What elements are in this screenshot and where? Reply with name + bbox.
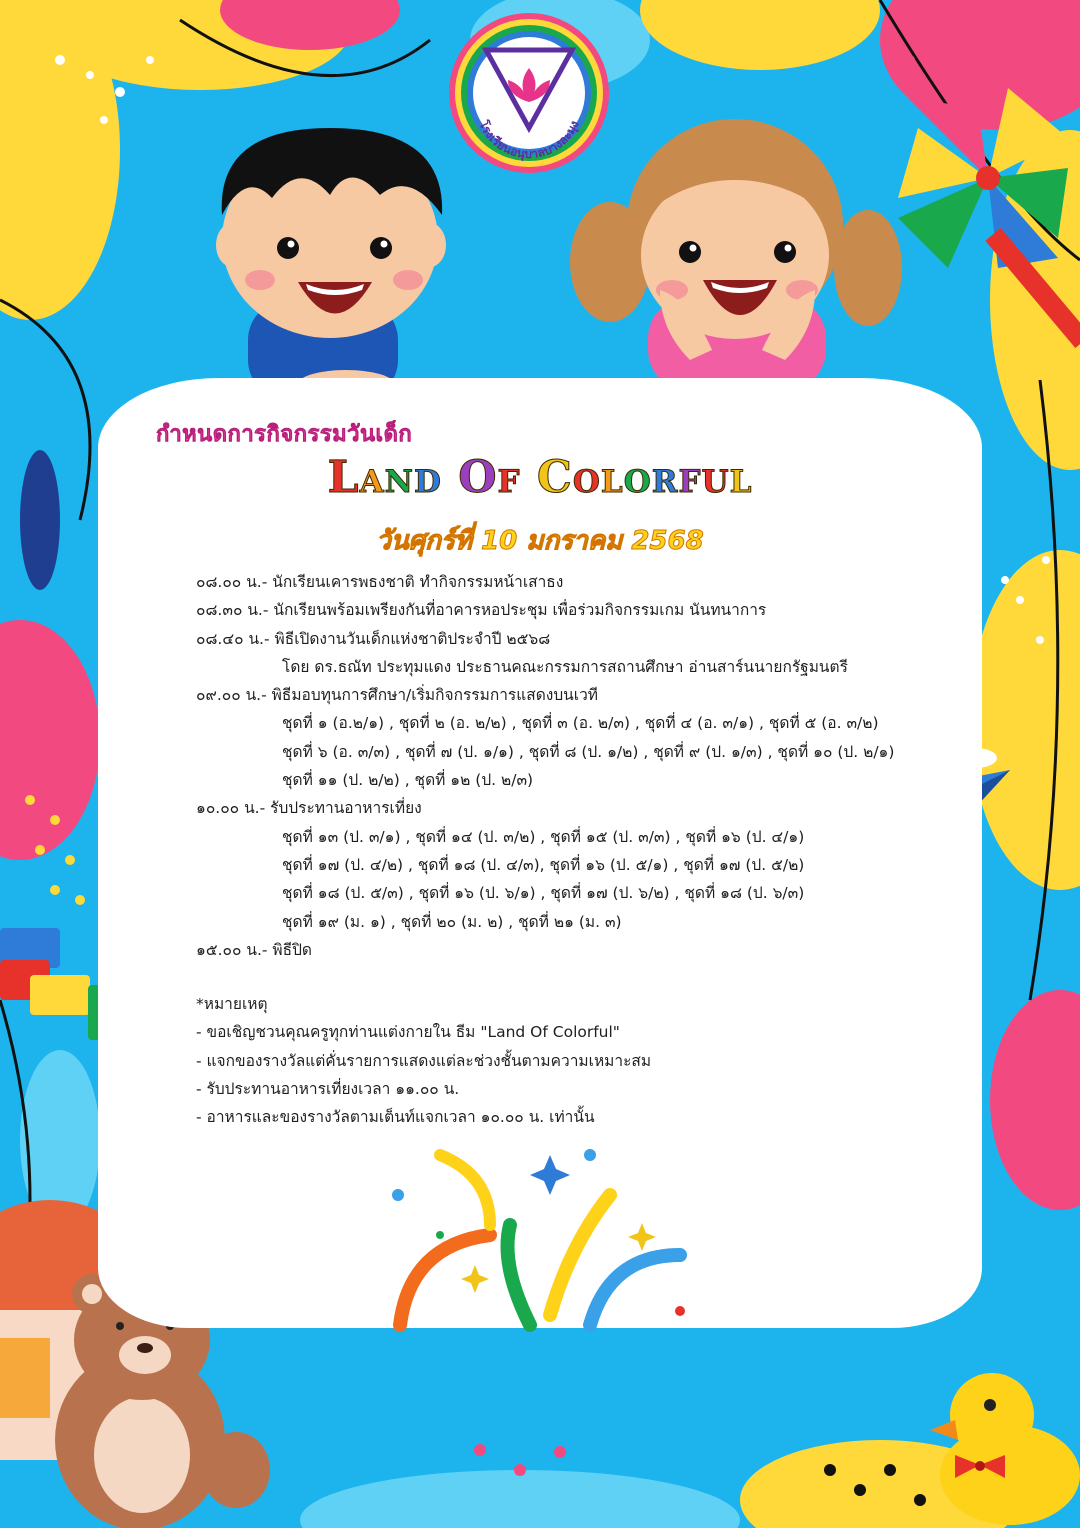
schedule-time: ๐๘.๔๐ น. xyxy=(196,629,264,648)
schedule-item xyxy=(196,625,966,653)
schedule-item xyxy=(196,936,966,964)
notes-section xyxy=(196,990,956,1131)
schedule-item xyxy=(196,568,966,596)
note-item: - ขอเชิญชวนคุณครูทุกท่านแต่งกายใน ธีม "Land Of Colorful" xyxy=(196,1023,620,1042)
schedule-text: - รับประทานอาหารเที่ยง xyxy=(259,799,422,818)
schedule-item xyxy=(196,596,966,624)
event-heading: กำหนดการกิจกรรมวันเด็ก xyxy=(156,422,413,447)
schedule-text: - พิธีเปิดงานวันเด็กแห่งชาติประจำปี ๒๕๖๘ xyxy=(264,629,551,648)
schedule-detail: ชุดที่ ๑๗ (ป. ๔/๒) , ชุดที่ ๑๘ (ป. ๔/๓), ชุดที่ ๑๖ (ป. ๕/๑) , ชุดที่ ๑๗ (ป. ๕/๒) xyxy=(282,855,805,874)
schedule-time: ๐๘.๓๐ น. xyxy=(196,601,263,620)
schedule-detail: ชุดที่ ๑๙ (ม. ๑) , ชุดที่ ๒๐ (ม. ๒) , ชุดที่ ๒๑ (ม. ๓) xyxy=(282,912,622,931)
event-date: วันศุกร์ที่ 10 มกราคม 2568 xyxy=(376,526,704,556)
schedule-text: - นักเรียนเคารพธงชาติ ทำกิจกรรมหน้าเสาธง xyxy=(261,573,564,591)
schedule-detail: ชุดที่ ๑ (อ.๒/๑) , ชุดที่ ๒ (อ. ๒/๒) , ชุดที่ ๓ (อ. ๒/๓) , ชุดที่ ๔ (อ. ๓/๑) , ชุดที่ ๕ (อ. ๓/๒) xyxy=(282,714,879,733)
schedule-text: - พิธีปิด xyxy=(261,940,312,959)
theme-word-colorful: Colorful xyxy=(536,452,753,503)
schedule-item xyxy=(196,794,966,822)
svg-text:โรงเรียนอนุบาลบางละมุง: โรงเรียนอนุบาลบางละมุง xyxy=(476,118,582,162)
theme-title xyxy=(0,452,1080,503)
note-item: - รับประทานอาหารเที่ยงเวลา ๑๑.๐๐ น. xyxy=(196,1079,460,1098)
note-item: - แจกของรางวัลแต่คั่นรายการแสดงแต่ละช่วงชั้นตามความเหมาะสม xyxy=(196,1051,652,1070)
schedule-time: ๑๕.๐๐ น. xyxy=(196,940,262,959)
fireworks-decoration xyxy=(380,1135,710,1335)
schedule-detail: ชุดที่ ๑๑ (ป. ๒/๒) , ชุดที่ ๑๒ (ป. ๒/๓) xyxy=(282,771,534,790)
schedule-text: - พิธีมอบทุนการศึกษา/เริ่มกิจกรรมการแสดงบนเวที xyxy=(261,686,598,705)
schedule-detail: ชุดที่ ๖ (อ. ๓/๓) , ชุดที่ ๗ (ป. ๑/๑) , ชุดที่ ๘ (ป. ๑/๒) , ชุดที่ ๙ (ป. ๑/๓) , ชุดที่ ๑๐ (ป. ๒/๑) xyxy=(282,742,895,761)
theme-word-of: Of xyxy=(458,452,521,503)
schedule-detail: ชุดที่ ๑๘ (ป. ๕/๓) , ชุดที่ ๑๖ (ป. ๖/๑) , ชุดที่ ๑๗ (ป. ๖/๒) , ชุดที่ ๑๘ (ป. ๖/๓) xyxy=(282,884,805,903)
schedule-time: ๑๐.๐๐ น. xyxy=(196,799,260,818)
schedule-detail: ชุดที่ ๑๓ (ป. ๓/๑) , ชุดที่ ๑๔ (ป. ๓/๒) , ชุดที่ ๑๕ (ป. ๓/๓) , ชุดที่ ๑๖ (ป. ๔/๑) xyxy=(282,827,805,846)
note-item: - อาหารและของรางวัลตามเต็นท์แจกเวลา ๑๐.๐๐ น. เท่านั้น xyxy=(196,1108,595,1127)
notes-title: *หมายเหตุ xyxy=(196,995,268,1013)
schedule-item xyxy=(196,681,966,709)
schedule-time: ๐๙.๐๐ น. xyxy=(196,686,262,705)
schedule-detail: โดย ดร.ธณัท ประทุมแดง ประธานคณะกรรมการสถานศึกษา อ่านสาร์นนายกรัฐมนตรี xyxy=(282,657,848,676)
theme-word-land: Land xyxy=(327,452,442,503)
schedule-list xyxy=(196,568,966,964)
schedule-time: ๐๘.๐๐ น. xyxy=(196,573,262,591)
school-logo xyxy=(446,10,612,176)
schedule-text: - นักเรียนพร้อมเพรียงกันที่อาคารหอประชุม เพื่อร่วมกิจกรรมเกม นันทนาการ xyxy=(262,601,767,620)
